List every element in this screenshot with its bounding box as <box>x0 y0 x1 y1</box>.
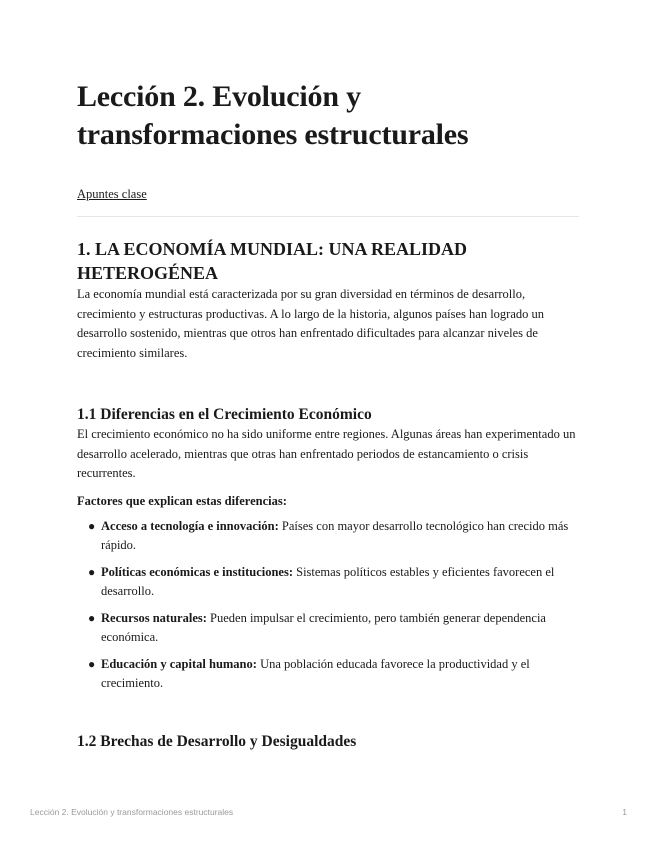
page-title: Lección 2. Evolución y transformaciones estructurales <box>77 80 469 151</box>
factor-description: Pueden impulsar el crecimiento, pero también generar dependencia económica. <box>101 610 546 644</box>
factor-description: Países con mayor desarrollo tecnológico han crecido más rápido. <box>101 518 569 552</box>
apuntes-clase-link[interactable]: Apuntes clase <box>77 187 147 201</box>
document-page <box>77 78 577 752</box>
section-1-2-heading: 1.2 Brechas de Desarrollo y Desigualdades <box>77 732 357 750</box>
factor-description: Sistemas políticos estables y eficientes favorecen el desarrollo. <box>101 564 555 598</box>
section-1-paragraph: La economía mundial está caracterizada por su gran diversidad en términos de desarrollo, crecimiento y estructuras productivas. A lo largo de la historia, algunos países han logrado un desarrollo sostenido, mientras que otros han enfrentado dificultades para alcanzar niveles de crecimiento similares. <box>77 287 545 360</box>
list-item <box>88 563 577 602</box>
section-1-1-heading: 1.1 Diferencias en el Crecimiento Económico <box>77 406 372 423</box>
bullet-icon: ● <box>88 518 96 533</box>
factors-heading: Factores que explican estas diferencias: <box>77 493 287 508</box>
factors-list <box>77 517 577 694</box>
factor-description: Una población educada favorece la productividad y el crecimiento. <box>101 656 530 690</box>
footer-document-title: Lección 2. Evolución y transformaciones estructurales <box>30 807 234 817</box>
list-item <box>88 609 577 648</box>
section-1-heading: 1. LA ECONOMÍA MUNDIAL: UNA REALIDAD HETEROGÉNEA <box>77 239 468 283</box>
section-1-1-paragraph: El crecimiento económico no ha sido uniforme entre regiones. Algunas áreas han experimentado un desarrollo acelerado, mientras que otras han enfrentado periodos de estancamiento o crisis recurrentes. <box>77 427 576 480</box>
bullet-icon: ● <box>88 656 96 671</box>
factor-term: Educación y capital humano: <box>101 656 257 671</box>
footer-page-number: 1 <box>622 807 627 817</box>
page-footer <box>30 807 627 817</box>
factor-term: Acceso a tecnología e innovación: <box>101 518 279 533</box>
factor-term: Políticas económicas e instituciones: <box>101 564 293 579</box>
factor-term: Recursos naturales: <box>101 610 207 625</box>
list-item <box>88 655 577 694</box>
list-item <box>88 517 577 556</box>
bullet-icon: ● <box>88 610 96 625</box>
bullet-icon: ● <box>88 564 96 579</box>
divider <box>77 216 579 217</box>
